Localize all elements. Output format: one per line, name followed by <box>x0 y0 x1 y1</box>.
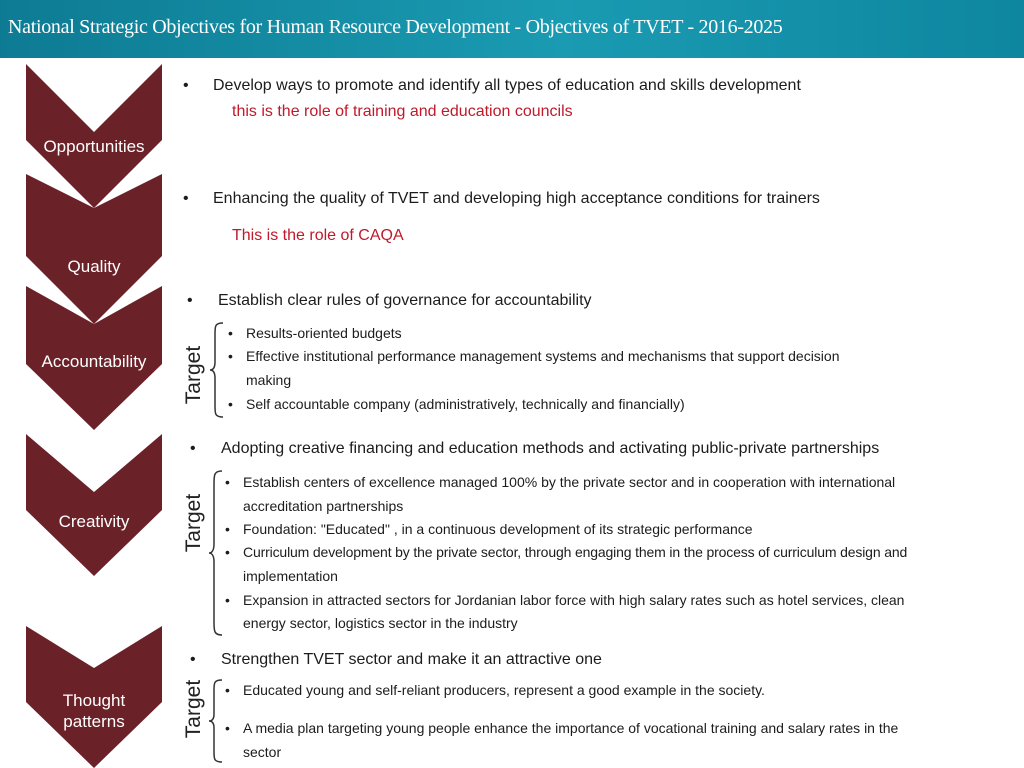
chevron-creativity <box>26 434 162 576</box>
bullet-dot: • <box>190 651 196 668</box>
target-item-text: making <box>246 372 292 388</box>
note-quality: This is the role of CAQA <box>232 227 404 244</box>
chevron-label-line2: patterns <box>63 712 125 731</box>
target-label-thought-patterns: Target <box>182 679 205 739</box>
bullet-dot: • <box>190 440 196 457</box>
target-item-text: Establish centers of excellence managed 100% by the private sector and in cooperation with international <box>243 474 896 490</box>
target-item-text: Expansion in attracted sectors for Jordanian labor force with high salary rates such as hotel services, clean <box>243 592 905 608</box>
bullet-dot: • <box>225 544 230 560</box>
page-title: National Strategic Objectives for Human Resource Development - Objectives of TVET - 2016-2025 <box>8 16 783 38</box>
target-label-accountability: Target <box>182 345 205 405</box>
chevron-label: Quality <box>67 257 121 276</box>
bullet-dot: • <box>183 190 189 207</box>
chevron-shape <box>26 434 162 576</box>
bullet-dot: • <box>183 77 189 94</box>
bullet-dot: • <box>225 682 230 698</box>
chevron-thought-patterns <box>26 626 162 768</box>
bullet-dot: • <box>228 348 233 364</box>
bullet-dot: • <box>225 592 230 608</box>
bullet-dot: • <box>225 474 230 490</box>
target-item-text: energy sector, logistics sector in the industry <box>243 615 518 631</box>
objective-text: Enhancing the quality of TVET and developing high acceptance conditions for trainers <box>213 190 820 207</box>
brace-thought-patterns <box>208 679 224 763</box>
target-item-text: Curriculum development by the private sector, through engaging them in the process of curriculum design and <box>243 544 908 560</box>
note-opportunities: this is the role of training and education councils <box>232 103 573 120</box>
objective-text: Develop ways to promote and identify all types of education and skills development <box>213 77 801 94</box>
target-item-text: Results-oriented budgets <box>246 325 402 341</box>
bullet-dot: • <box>228 396 233 412</box>
objective-text: Adopting creative financing and education methods and activating public-private partnerships <box>221 440 880 457</box>
target-item-text: Educated young and self-reliant producers, represent a good example in the society. <box>243 682 765 698</box>
target-item-text: Effective institutional performance management systems and mechanisms that support decision <box>246 348 840 364</box>
chevron-accountability <box>26 286 162 430</box>
title-bar <box>0 0 1024 58</box>
target-item-text: Self accountable company (administratively, technically and financially) <box>246 396 685 412</box>
target-item-text: A media plan targeting young people enhance the importance of vocational training and salary rates in the <box>243 720 899 736</box>
bullet-dot: • <box>225 720 230 736</box>
objective-text: Strengthen TVET sector and make it an attractive one <box>221 651 602 668</box>
bullet-dot: • <box>228 325 233 341</box>
chevron-label: Accountability <box>41 352 147 371</box>
brace-accountability <box>209 322 225 418</box>
bullet-dot: • <box>225 521 230 537</box>
chevron-label-line1: Thought <box>62 691 126 710</box>
bullet-dot: • <box>187 292 193 309</box>
target-item-text: Foundation: "Educated" , in a continuous development of its strategic performance <box>243 521 753 537</box>
target-item-text: sector <box>243 744 282 760</box>
objective-text: Establish clear rules of governance for accountability <box>218 292 592 309</box>
target-label-creativity: Target <box>182 493 205 553</box>
target-item-text: implementation <box>243 568 338 584</box>
chevron-label: Creativity <box>58 512 130 531</box>
brace-creativity <box>208 470 224 636</box>
chevron-label: Opportunities <box>43 137 145 156</box>
target-item-text: accreditation partnerships <box>243 498 404 514</box>
